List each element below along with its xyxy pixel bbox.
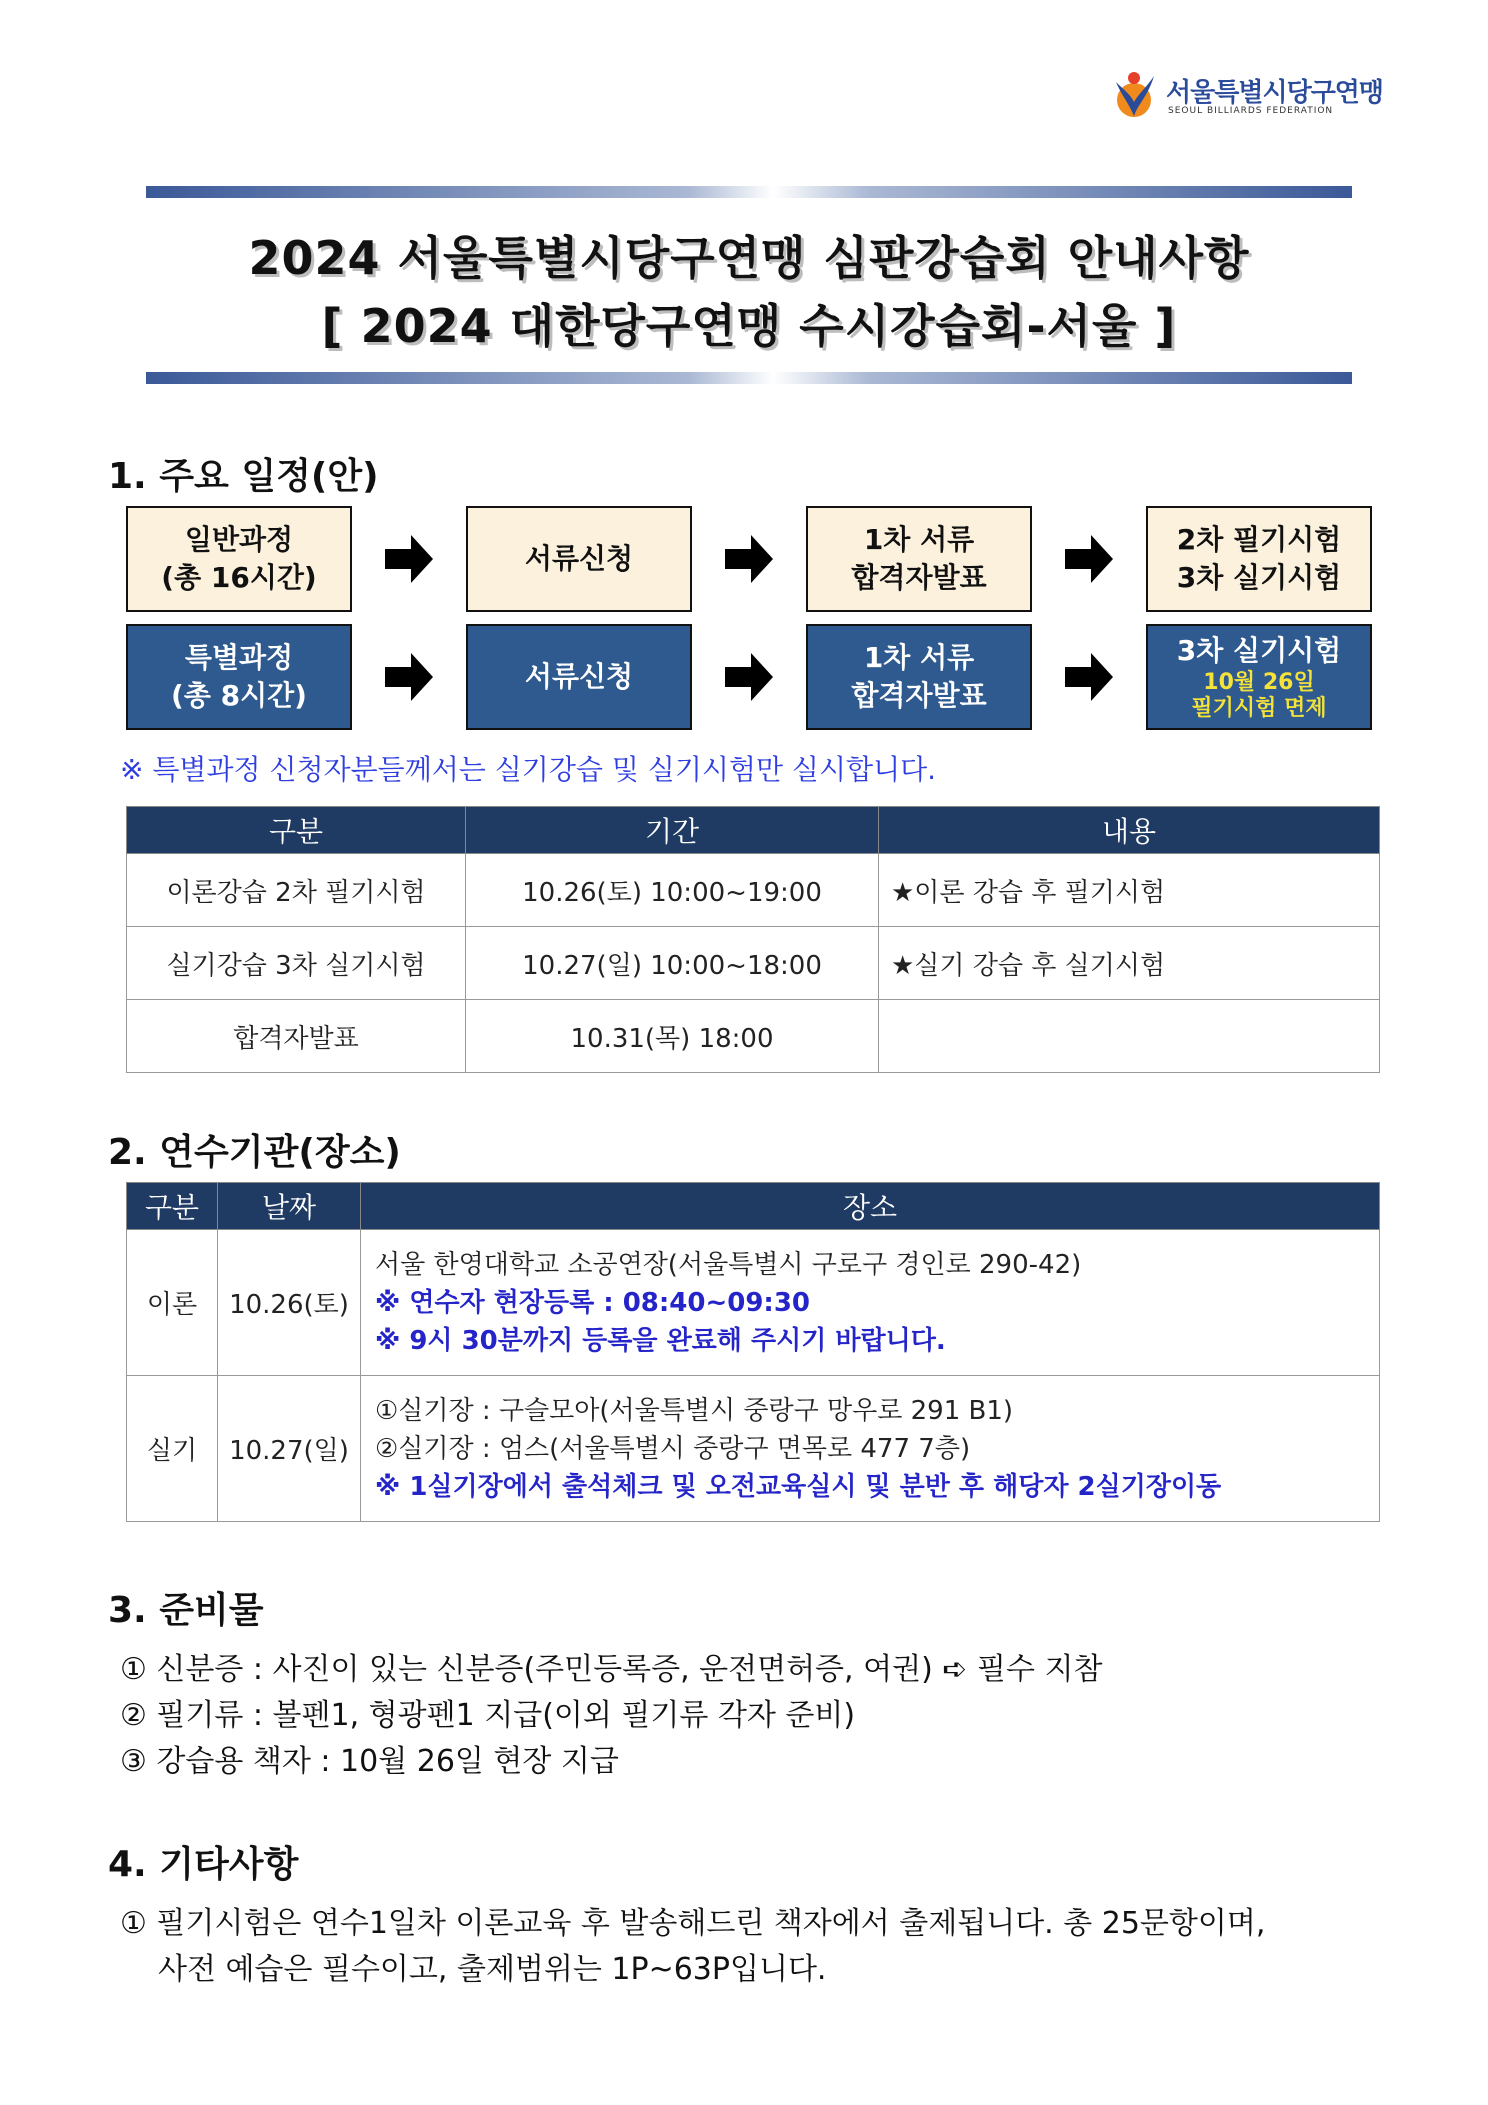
flame-logo-icon	[1108, 66, 1160, 122]
venue-address: ②실기장 : 엄스(서울특별시 중랑구 면목로 477 7층)	[375, 1433, 971, 1464]
table-row	[127, 1230, 1380, 1376]
list-item: 사전 예습은 필수이고, 출제범위는 1P~63P입니다.	[158, 1952, 827, 1987]
venue-date: 10.27(일)	[218, 1376, 361, 1522]
page-title: 2024 서울특별시당구연맹 심판강습회 안내사항	[248, 231, 1250, 285]
flow-special-step-1: 특별과정 (총 8시간)	[126, 624, 352, 730]
table-row	[127, 1000, 1380, 1073]
right-arrow-icon	[383, 651, 435, 703]
page-subtitle: [ 2024 대한당구연맹 수시강습회-서울 ]	[321, 299, 1177, 353]
venue-table	[126, 1182, 1380, 1522]
section2-heading: 2. 연수기관(장소)	[108, 1132, 401, 1173]
section3-heading: 3. 준비물	[108, 1590, 264, 1631]
right-arrow-icon	[723, 533, 775, 585]
venue-address: ①실기장 : 구슬모아(서울특별시 중랑구 망우로 291 B1)	[375, 1395, 1014, 1426]
venue-place	[361, 1230, 1380, 1376]
right-arrow-icon	[723, 651, 775, 703]
flow-general-step-3: 1차 서류 합격자발표	[806, 506, 1032, 612]
venue-place	[361, 1376, 1380, 1522]
schedule-header-period: 기간	[466, 807, 879, 854]
table-row	[127, 1376, 1380, 1522]
schedule-cell: 10.31(목) 18:00	[466, 1000, 879, 1073]
right-arrow-icon	[383, 533, 435, 585]
schedule-header-category: 구분	[127, 807, 466, 854]
right-arrow-icon	[1063, 533, 1115, 585]
flow-general-step-2: 서류신청	[466, 506, 692, 612]
venue-header-category: 구분	[127, 1183, 218, 1230]
schedule-cell: 10.26(토) 10:00~19:00	[466, 854, 879, 927]
federation-logo	[1108, 66, 1388, 126]
flow-special-step-3: 1차 서류 합격자발표	[806, 624, 1032, 730]
flow-general-step-1: 일반과정 (총 16시간)	[126, 506, 352, 612]
list-item: ① 신분증 : 사진이 있는 신분증(주민등록증, 운전면허증, 여권) ➪ 필수 지참	[120, 1652, 1103, 1687]
schedule-cell: 합격자발표	[127, 1000, 466, 1073]
schedule-cell: 실기강습 3차 실기시험	[127, 927, 466, 1000]
section1-heading: 1. 주요 일정(안)	[108, 456, 379, 497]
venue-note: ※ 연수자 현장등록 : 08:40~09:30	[375, 1287, 810, 1318]
venue-header-place: 장소	[361, 1183, 1380, 1230]
venue-address: 서울 한영대학교 소공연장(서울특별시 구로구 경인로 290-42)	[375, 1249, 1082, 1280]
list-item: ③ 강습용 책자 : 10월 26일 현장 지급	[120, 1744, 619, 1779]
venue-note: ※ 9시 30분까지 등록을 완료해 주시기 바랍니다.	[375, 1325, 946, 1356]
list-item: ② 필기류 : 볼펜1, 형광펜1 지급(이외 필기류 각자 준비)	[120, 1698, 856, 1733]
flow-special-step-2: 서류신청	[466, 624, 692, 730]
schedule-table	[126, 806, 1380, 1073]
schedule-cell: 10.27(일) 10:00~18:00	[466, 927, 879, 1000]
schedule-header-content: 내용	[879, 807, 1380, 854]
table-row	[127, 854, 1380, 927]
schedule-cell: ★실기 강습 후 실기시험	[879, 927, 1380, 1000]
right-arrow-icon	[1063, 651, 1115, 703]
title-rule-bottom	[146, 372, 1352, 384]
schedule-cell: ★이론 강습 후 필기시험	[879, 854, 1380, 927]
schedule-cell: 이론강습 2차 필기시험	[127, 854, 466, 927]
venue-header-date: 날짜	[218, 1183, 361, 1230]
logo-subtitle: SEOUL BILLIARDS FEDERATION	[1168, 106, 1334, 116]
venue-note: ※ 1실기장에서 출석체크 및 오전교육실시 및 분반 후 해당자 2실기장이동	[375, 1471, 1222, 1502]
venue-date: 10.26(토)	[218, 1230, 361, 1376]
flow-special-step-4: 3차 실기시험 10월 26일 필기시험 면제	[1146, 624, 1372, 730]
logo-text: 서울특별시당구연맹	[1166, 78, 1384, 108]
venue-kind: 이론	[127, 1230, 218, 1376]
table-row	[127, 927, 1380, 1000]
section4-heading: 4. 기타사항	[108, 1844, 299, 1885]
venue-kind: 실기	[127, 1376, 218, 1522]
list-item: ① 필기시험은 연수1일차 이론교육 후 발송해드린 책자에서 출제됩니다. 총 25문항이며,	[120, 1906, 1266, 1941]
special-course-note: ※ 특별과정 신청자분들께서는 실기강습 및 실기시험만 실시합니다.	[120, 753, 937, 786]
flow-general-step-4: 2차 필기시험 3차 실기시험	[1146, 506, 1372, 612]
schedule-cell	[879, 1000, 1380, 1073]
title-rule-top	[146, 186, 1352, 198]
